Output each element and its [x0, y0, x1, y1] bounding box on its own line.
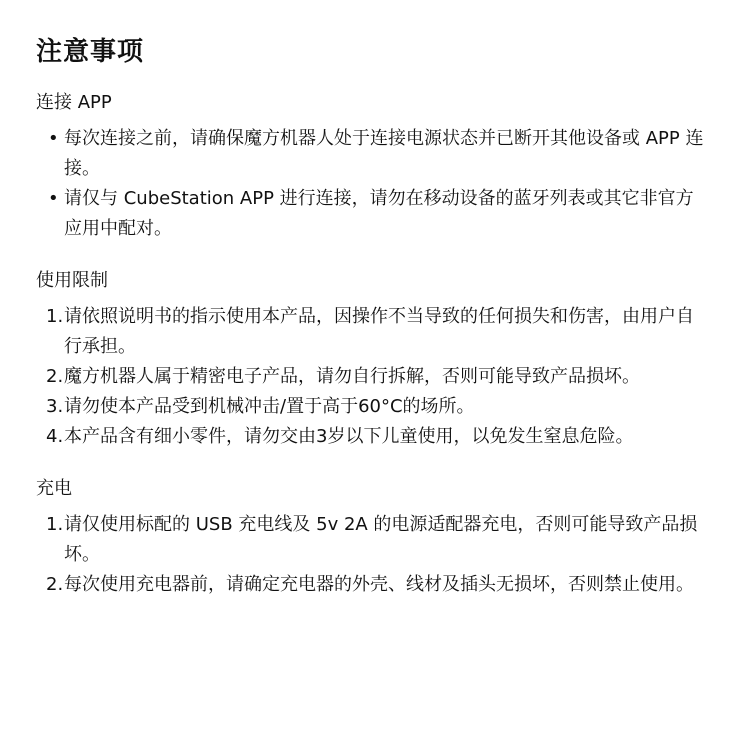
section-connect-app [36, 90, 704, 244]
section-charging [36, 476, 704, 600]
list-item [36, 392, 704, 422]
list-item [36, 510, 704, 570]
section-heading: 连接 APP [36, 92, 112, 113]
list-item-text: 每次使用充电器前，请确定充电器的外壳、线材及插头无损坏，否则禁止使用。 [64, 574, 694, 595]
list-item [36, 124, 704, 184]
page-title: 注意事项 [36, 37, 145, 67]
list-item-text: 本产品含有细小零件，请勿交由3岁以下儿童使用，以免发生窒息危险。 [64, 426, 634, 447]
section-heading: 使用限制 [36, 270, 108, 291]
bullet-marker: • [48, 128, 59, 149]
number-marker: 4. [46, 426, 64, 447]
number-marker: 2. [46, 366, 64, 387]
section-usage-limits [36, 268, 704, 452]
number-marker: 2. [46, 574, 64, 595]
list-item [36, 422, 704, 452]
list-item [36, 184, 704, 244]
section-heading: 充电 [36, 478, 72, 499]
list-item-text: 请仅使用标配的 USB 充电线及 5v 2A 的电源适配器充电，否则可能导致产品损坏。 [64, 514, 698, 565]
number-marker: 1. [46, 306, 64, 327]
list-item [36, 362, 704, 392]
list-item [36, 302, 704, 362]
list-item [36, 570, 704, 600]
number-marker: 1. [46, 514, 64, 535]
bullet-marker: • [48, 188, 59, 209]
list-item-text: 每次连接之前，请确保魔方机器人处于连接电源状态并已断开其他设备或 APP 连接。 [64, 128, 704, 179]
number-marker: 3. [46, 396, 64, 417]
list-item-text: 请依照说明书的指示使用本产品，因操作不当导致的任何损失和伤害，由用户自行承担。 [64, 306, 694, 357]
list-item-text: 魔方机器人属于精密电子产品，请勿自行拆解，否则可能导致产品损坏。 [64, 366, 640, 387]
list-item-text: 请勿使本产品受到机械冲击/置于高于60°C的场所。 [64, 396, 475, 417]
list-item-text: 请仅与 CubeStation APP 进行连接，请勿在移动设备的蓝牙列表或其它非官方应用中配对。 [64, 188, 694, 239]
